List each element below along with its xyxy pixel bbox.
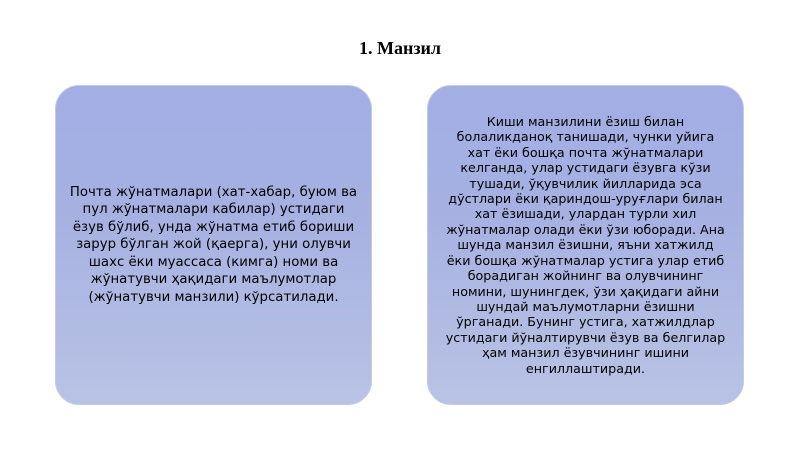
explanation-text: Киши манзилини ёзиш билан болаликданоқ танишади, чунки уйига хат ёки бошқа почта жўнатмалари келганда, улар устидаги ёзувга кўзи тушади, ўқувчилик йилларида эса дўстлари ёки қариндош-уруғлари билан хат ёзишади, улардан турли хил жўнатмалар олади ёки ўзи юборади. Ана шунда манзил ёзишни, яъни хатжилд ёки бошқа жўнатмалар устига улар етиб борадиган жойнинг ва олувчининг номини, шунингдек, ўзи ҳақидаги айни шундай маълумотларни ёзишни ўрганади. Бунинг устига, хатжилдлар устидаги йўналтирувчи ёзув ва белгилар ҳам манзил ёзувчининг ишини енгиллаштиради.	[445, 114, 726, 376]
definition-text: Почта жўнатмалари (хат-хабар, буюм ва пул жўнатмалари кабилар) устидаги ёзув бўлиб, унда жўнатма етиб бориши зарур бўлган жой (қаерга), уни олувчи шахс ёки муассаса (кимга) номи ва жўнатувчи ҳақидаги маълумотлар (жўнатувчи манзили) кўрсатилади.	[69, 184, 358, 305]
slide-title: 1. Манзил	[358, 38, 442, 58]
definition-box	[55, 85, 372, 405]
explanation-box	[427, 85, 744, 405]
